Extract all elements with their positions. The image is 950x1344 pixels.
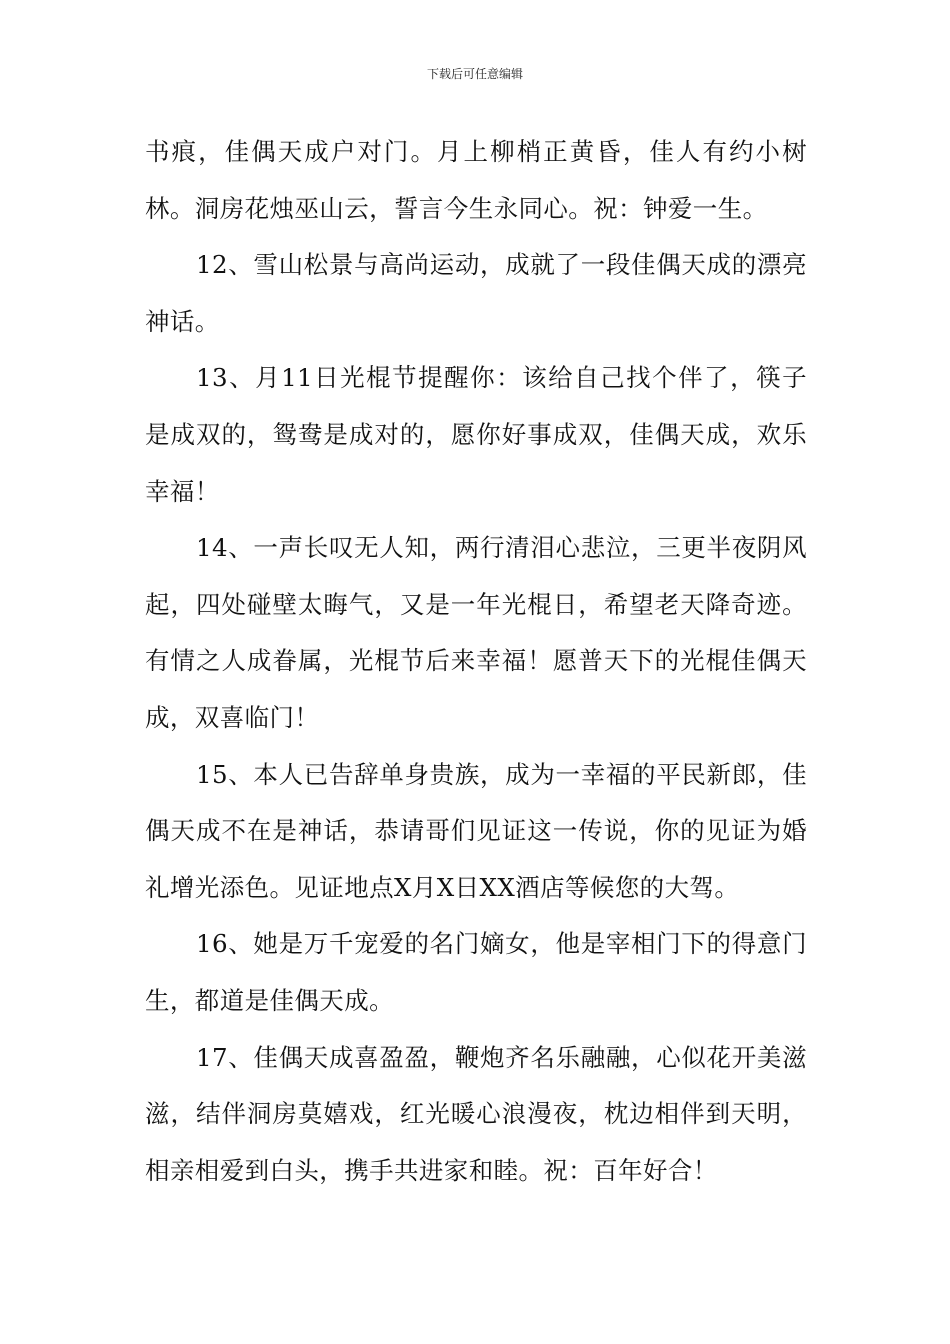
paragraph-14: 14、一声长叹无人知，两行清泪心悲泣，三更半夜阴风起，四处碰壁太晦气，又是一年光棍日，希望老天降奇迹。有情之人成眷属，光棍节后来幸福！愿普天下的光棍佳偶天成，双喜临门！ [145, 533, 807, 732]
paragraph-12: 12、雪山松景与高尚运动，成就了一段佳偶天成的漂亮神话。 [145, 250, 807, 336]
paragraph-continuation: 书痕，佳偶天成户对门。月上柳梢正黄昏，佳人有约小树林。洞房花烛巫山云，誓言今生永同心。祝：钟爱一生。 [145, 137, 807, 223]
paragraph-16: 16、她是万千宠爱的名门嫡女，他是宰相门下的得意门生，都道是佳偶天成。 [145, 929, 807, 1015]
paragraph-17: 17、佳偶天成喜盈盈，鞭炮齐名乐融融，心似花开美滋滋，结伴洞房莫嬉戏，红光暖心浪漫夜，枕边相伴到天明，相亲相爱到白头，携手共进家和睦。祝：百年好合！ [145, 1042, 807, 1185]
paragraph-13: 13、月11日光棍节提醒你：该给自己找个伴了，筷子是成双的，鸳鸯是成对的，愿你好事成双，佳偶天成，欢乐幸福！ [145, 363, 807, 506]
document-body [145, 124, 807, 1199]
paragraph-15: 15、本人已告辞单身贵族，成为一幸福的平民新郎，佳偶天成不在是神话，恭请哥们见证这一传说，你的见证为婚礼增光添色。见证地点X月X日XX酒店等候您的大驾。 [145, 759, 807, 902]
page-header-note: 下载后可任意编辑 [426, 67, 523, 81]
